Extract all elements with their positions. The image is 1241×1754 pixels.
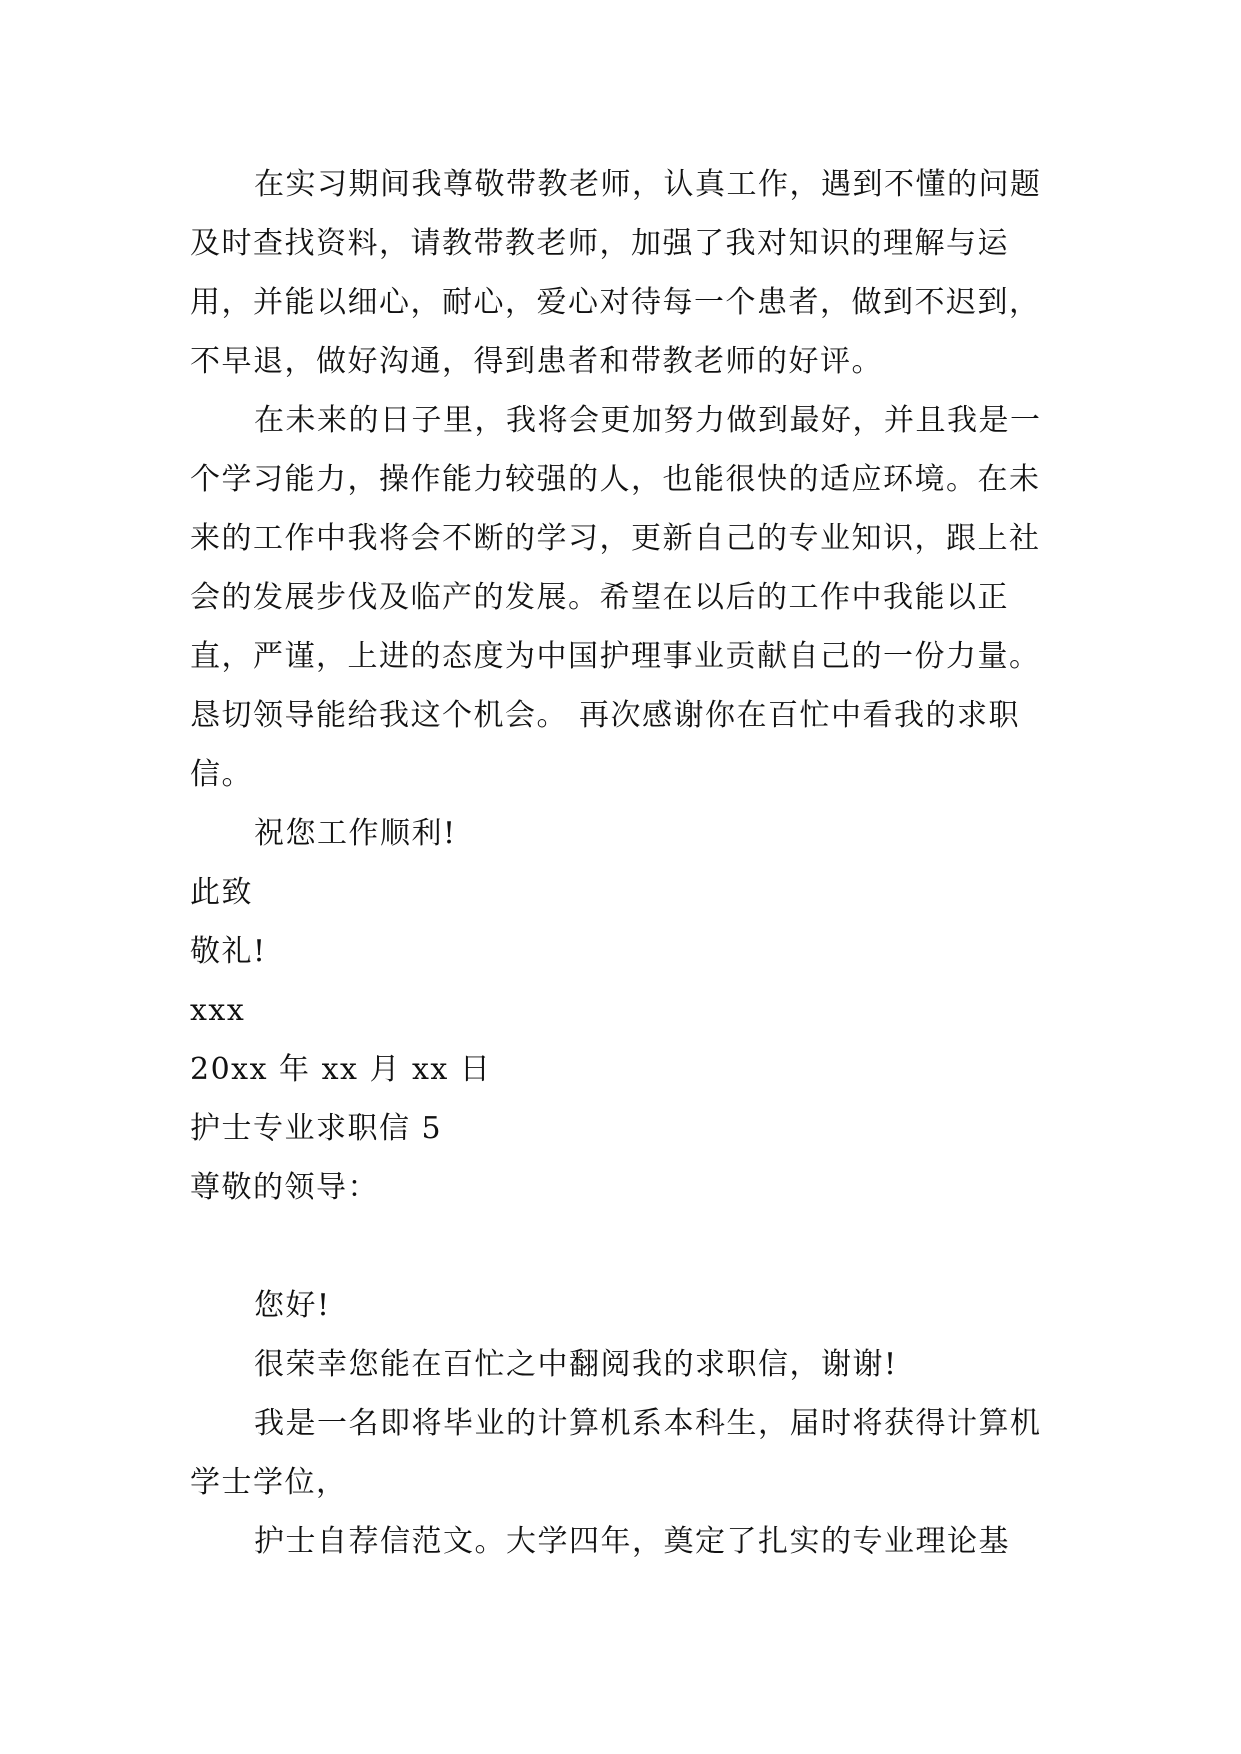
blank-line (190, 1217, 1050, 1276)
signature-date: 20xx 年 xx 月 xx 日 (190, 1052, 492, 1087)
paragraph-thanks: 很荣幸您能在百忙之中翻阅我的求职信，谢谢! (254, 1347, 898, 1382)
paragraph-internship: 在实习期间我尊敬带教老师，认真工作，遇到不懂的问题及时查找资料，请教带教老师，加强了我对知识的理解与运用，并能以细心，耐心，爱心对待每一个患者，做到不迟到，不早退，做好沟通，得到患者和带教老师的好评。 (190, 167, 1042, 379)
section-title: 护士专业求职信 5 (190, 1111, 443, 1146)
signature-name: xxx (190, 993, 246, 1028)
salutation: 尊敬的领导： (190, 1170, 379, 1205)
letter-body (190, 155, 1050, 1571)
paragraph-intro: 我是一名即将毕业的计算机系本科生，届时将获得计算机学士学位， (190, 1406, 1042, 1500)
paragraph-recommend: 护士自荐信范文。大学四年，奠定了扎实的专业理论基 (254, 1524, 1010, 1559)
paragraph-future: 在未来的日子里，我将会更加努力做到最好，并且我是一个学习能力，操作能力较强的人，也能很快的适应环境。在未来的工作中我将会不断的学习，更新自己的专业知识，跟上社会的发展步伐及临产的发展。希望在以后的工作中我能以正直，严谨，上进的态度为中国护理事业贡献自己的一份力量。恳切领导能给我这个机会。 再次感谢你在百忙中看我的求职信。 (190, 403, 1042, 792)
greeting: 您好! (254, 1288, 331, 1323)
closing-wish: 祝您工作顺利! (254, 816, 457, 851)
closing-cizhi: 此致 (190, 875, 253, 910)
closing-jingli: 敬礼! (190, 934, 267, 969)
